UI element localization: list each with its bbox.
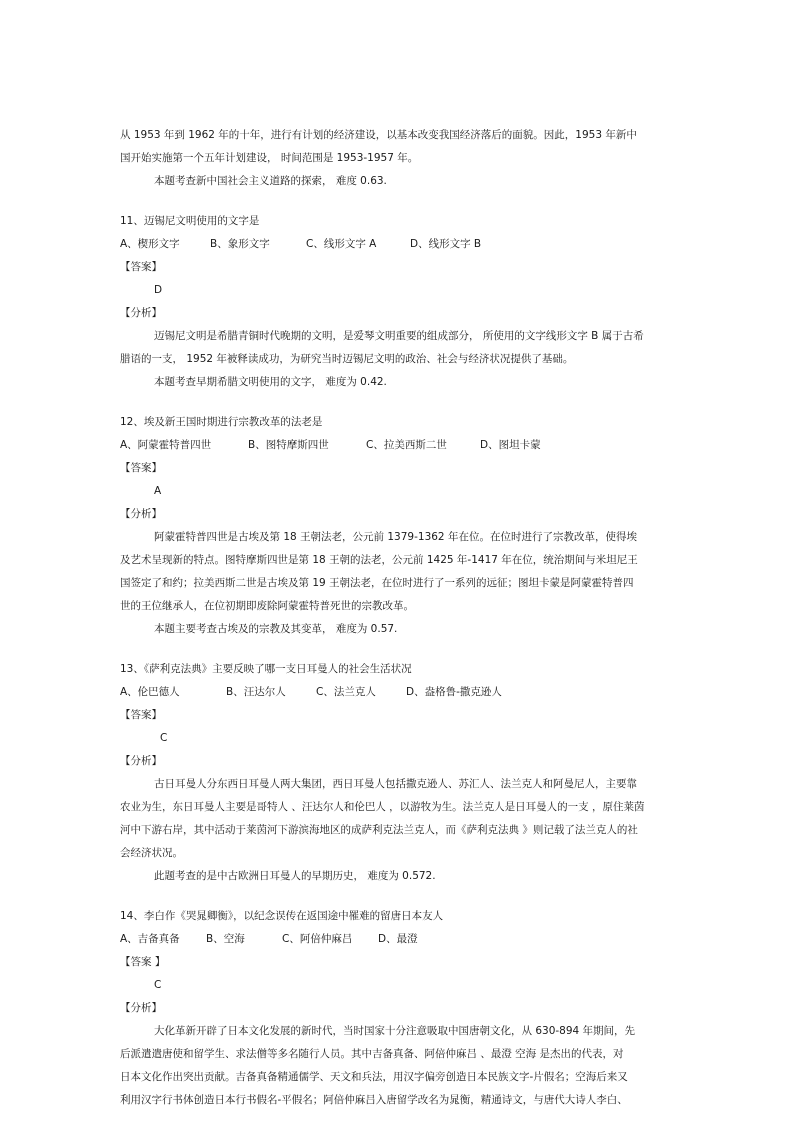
q12-option-c: C、拉美西斯二世	[366, 439, 447, 451]
q13-option-a: A、伦巴德人	[120, 686, 180, 698]
q14-analysis-label: 【分析】	[120, 1002, 162, 1014]
q12-option-a: A、阿蒙霍特普四世	[120, 439, 212, 451]
intro-note: 本题考查新中国社会主义道路的探索， 难度 0.63.	[154, 175, 387, 187]
q13-option-b: B、汪达尔人	[226, 686, 286, 698]
q14-option-c: C、阿倍仲麻吕	[282, 933, 353, 945]
q11-option-b: B、象形文字	[210, 238, 270, 250]
q11-option-c: C、线形文字 A	[306, 238, 377, 250]
q12-analysis-line-3: 国签定了和约；拉美西斯二世是古埃及第 19 王朝法老，在位时进行了一系列的远征；图坦卡蒙是阿蒙霍特普四	[120, 577, 634, 589]
q12-analysis-line-2: 及艺术呈现新的特点。图特摩斯四世是第 18 王朝的法老，公元前 1425 年-1417 年在位，统治期间与米坦尼王	[120, 554, 638, 566]
q14-stem: 14、李白作《哭晁卿衡》，以纪念误传在返国途中罹难的留唐日本友人	[120, 910, 444, 922]
q11-analysis-label: 【分析】	[120, 307, 162, 319]
intro-line-2: 国开始实施第一个五年计划建设， 时间范围是 1953-1957 年。	[120, 152, 419, 164]
q11-answer-label: 【答案】	[120, 261, 162, 273]
q13-note: 此题考查的是中古欧洲日耳曼人的早期历史， 难度为 0.572.	[154, 870, 436, 882]
q13-analysis-label: 【分析】	[120, 755, 162, 767]
q12-analysis-line-1: 阿蒙霍特普四世是古埃及第 18 王朝法老，公元前 1379-1362 年在位。在位时进行了宗教改革，使得埃	[154, 531, 637, 543]
q13-analysis-line-3: 河中下游右岸，其中活动于莱茵河下游滨海地区的成萨利克法兰克人，而《萨利克法典 》则记载了法兰克人的社	[120, 824, 638, 836]
q13-answer: C	[160, 732, 168, 744]
q13-analysis-line-4: 会经济状况。	[120, 847, 183, 859]
q13-analysis-line-2: 农业为生，东日耳曼人主要是哥特人 、汪达尔人和伦巴人 ，以游牧为生。法兰克人是日耳曼人的一支 ，原住莱茵	[120, 801, 645, 813]
q14-analysis-line-4: 利用汉字行书体创造日本行书假名-平假名；阿倍仲麻吕入唐留学改名为晁衡，精通诗文，与唐代大诗人李白、	[120, 1094, 628, 1106]
q11-analysis-line-1: 迈锡尼文明是希腊青铜时代晚期的文明，是爱琴文明重要的组成部分， 所使用的文字线形文字 B 属于古希	[154, 330, 644, 342]
q12-analysis-label: 【分析】	[120, 508, 162, 520]
q12-answer: A	[154, 485, 162, 497]
q13-option-c: C、法兰克人	[316, 686, 376, 698]
q14-option-d: D、最澄	[378, 933, 418, 945]
q14-answer-label: 【答案 】	[120, 956, 166, 968]
q12-note: 本题主要考查古埃及的宗教及其变革， 难度为 0.57.	[154, 623, 398, 635]
q14-option-b: B、空海	[206, 933, 245, 945]
q13-answer-label: 【答案】	[120, 709, 162, 721]
q12-option-b: B、图特摩斯四世	[248, 439, 329, 451]
intro-line-1: 从 1953 年到 1962 年的十年，进行有计划的经济建设，以基本改变我国经济落后的面貌。因此，1953 年新中	[120, 129, 637, 141]
q14-answer: C	[154, 979, 162, 991]
q11-stem: 11、迈锡尼文明使用的文字是	[120, 215, 260, 227]
q12-option-d: D、图坦卡蒙	[480, 439, 541, 451]
q13-option-d: D、盎格鲁-撒克逊人	[406, 686, 502, 698]
q12-stem: 12、埃及新王国时期进行宗教改革的法老是	[120, 416, 323, 428]
q14-option-a: A、吉备真备	[120, 933, 180, 945]
q11-option-a: A、楔形文字	[120, 238, 180, 250]
q11-answer: D	[154, 284, 163, 296]
q11-note: 本题考查早期希腊文明使用的文字， 难度为 0.42.	[154, 376, 387, 388]
q14-analysis-line-2: 后派遣遣唐使和留学生、求法僧等多名随行人员。其中吉备真备、阿倍仲麻吕 、最澄 空海 是杰出的代表，对	[120, 1048, 624, 1060]
q13-stem: 13、《萨利克法典》主要反映了哪一支日耳曼人的社会生活状况	[120, 663, 412, 675]
q12-answer-label: 【答案】	[120, 462, 162, 474]
q11-analysis-line-2: 腊语的一支， 1952 年被释读成功，为研究当时迈锡尼文明的政治、社会与经济状况提供了基础。	[120, 353, 574, 365]
q14-analysis-line-3: 日本文化作出突出贡献。吉备真备精通儒学、天文和兵法，用汉字偏旁创造日本民族文字-片假名；空海后来又	[120, 1071, 628, 1083]
q12-analysis-line-4: 世的王位继承人，在位初期即废除阿蒙霍特普死世的宗教改革。	[120, 600, 414, 612]
q14-analysis-line-1: 大化革新开辟了日本文化发展的新时代，当时国家十分注意吸取中国唐朝文化，从 630-894 年期间，先	[154, 1025, 636, 1037]
q13-analysis-line-1: 古日耳曼人分东西日耳曼人两大集团，西日耳曼人包括撒克逊人、苏汇人、法兰克人和阿曼尼人，主要靠	[154, 778, 637, 790]
q11-option-d: D、线形文字 B	[410, 238, 482, 250]
